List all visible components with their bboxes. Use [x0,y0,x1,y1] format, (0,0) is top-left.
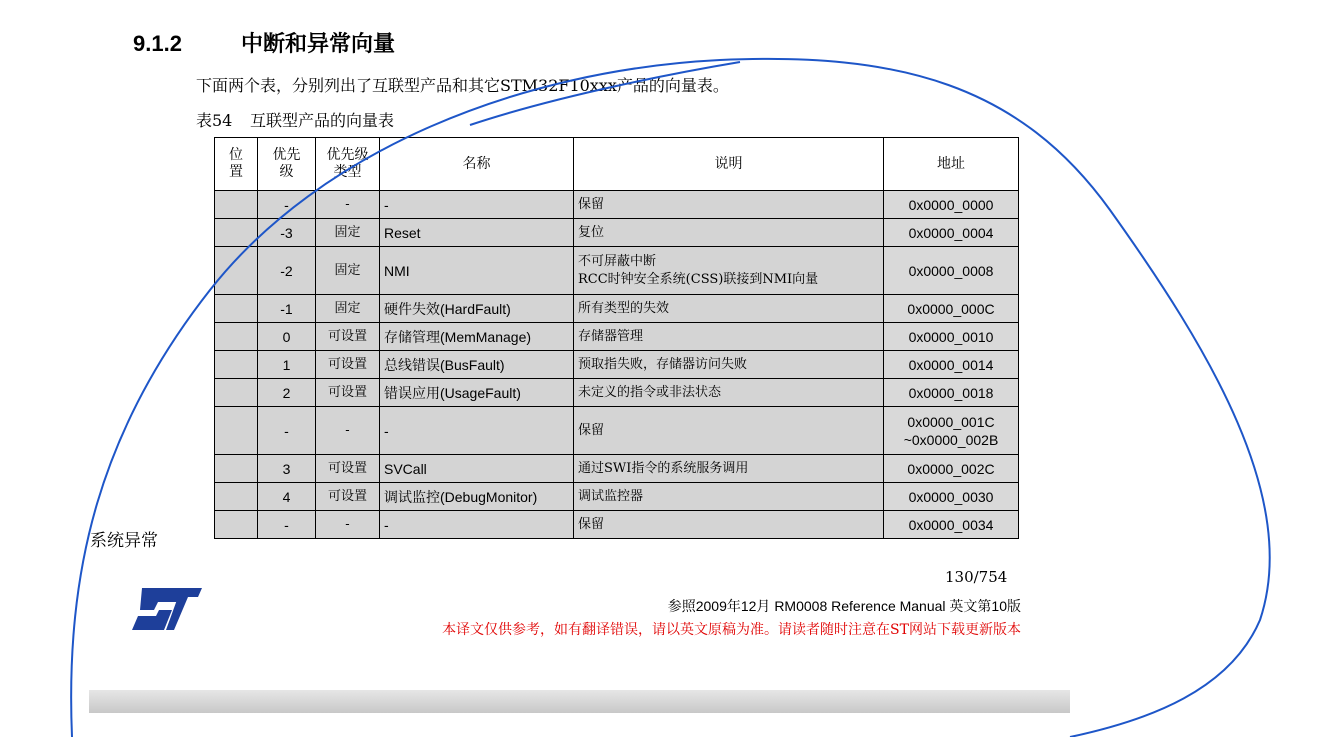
cell-priority: -3 [258,219,316,247]
table-row [215,219,1019,247]
cell-description: 存储器管理 [574,323,884,351]
cell-name: - [380,191,574,219]
st-logo [128,584,204,634]
cell-description: 调试监控器 [574,483,884,511]
section-heading [133,27,395,58]
cell-position [215,455,258,483]
cell-address: 0x0000_0010 [884,323,1019,351]
table-header-row [215,138,1019,191]
cell-name: 硬件失效(HardFault) [380,295,574,323]
section-title: 中断和异常向量 [241,31,396,56]
footer-reference: 参照2009年12月 RM0008 Reference Manual 英文第10版 [667,598,1021,614]
header-name: 名称 [380,138,574,191]
intro-paragraph: 下面两个表，分别列出了互联型产品和其它STM32F10xxx产品的向量表。 [196,76,729,95]
header-address: 地址 [884,138,1019,191]
cell-priority: 2 [258,379,316,407]
cell-priority-type: 可设置 [316,455,380,483]
cell-priority: 4 [258,483,316,511]
cell-name: NMI [380,247,574,295]
cell-position [215,483,258,511]
cell-priority: 1 [258,351,316,379]
cell-description: 通过SWI指令的系统服务调用 [574,455,884,483]
table-row [215,407,1019,455]
cell-position [215,407,258,455]
cell-priority-type: 可设置 [316,323,380,351]
cell-position [215,191,258,219]
cell-address: 0x0000_0030 [884,483,1019,511]
cell-name: 总线错误(BusFault) [380,351,574,379]
cell-address: 0x0000_0008 [884,247,1019,295]
cell-priority-type: - [316,191,380,219]
table-body [215,191,1019,539]
table-row [215,295,1019,323]
cell-priority-type: 固定 [316,295,380,323]
cell-priority: - [258,191,316,219]
header-position: 位 置 [215,138,258,191]
cell-priority-type: - [316,407,380,455]
cell-address: 0x0000_0018 [884,379,1019,407]
cell-description: 不可屏蔽中断 RCC时钟安全系统(CSS)联接到NMI向量 [574,247,884,295]
table-row [215,351,1019,379]
table-row [215,379,1019,407]
cell-description: 预取指失败，存储器访问失败 [574,351,884,379]
table-row [215,511,1019,539]
table-caption [196,108,394,131]
cell-description: 复位 [574,219,884,247]
cell-position [215,323,258,351]
cell-description: 保留 [574,407,884,455]
table-caption-label: 表54 [196,111,233,130]
table-row [215,483,1019,511]
header-priority-type: 优先级 类型 [316,138,380,191]
page-number: 130/754 [945,568,1008,586]
cell-priority-type: 可设置 [316,379,380,407]
vector-table [214,137,1019,539]
cell-priority-type: 固定 [316,247,380,295]
cell-priority-type: 可设置 [316,351,380,379]
cell-address: 0x0000_0000 [884,191,1019,219]
header-description: 说明 [574,138,884,191]
cell-description: 所有类型的失效 [574,295,884,323]
cell-priority: -2 [258,247,316,295]
cell-position [215,295,258,323]
header-priority: 优先 级 [258,138,316,191]
cell-name: - [380,407,574,455]
cell-name: 错误应用(UsageFault) [380,379,574,407]
cell-address: 0x0000_001C ~0x0000_002B [884,407,1019,455]
table-caption-text: 互联型产品的向量表 [250,111,395,130]
cell-name: - [380,511,574,539]
cell-position [215,511,258,539]
cell-priority: - [258,511,316,539]
cell-priority-type: 固定 [316,219,380,247]
cell-priority: 0 [258,323,316,351]
cell-address: 0x0000_002C [884,455,1019,483]
cell-address: 0x0000_0004 [884,219,1019,247]
cell-priority-type: 可设置 [316,483,380,511]
cell-position [215,351,258,379]
cell-name: 调试监控(DebugMonitor) [380,483,574,511]
cell-description: 保留 [574,191,884,219]
cell-name: 存储管理(MemManage) [380,323,574,351]
cell-description: 未定义的指令或非法状态 [574,379,884,407]
table-row [215,323,1019,351]
cell-position [215,379,258,407]
section-number: 9.1.2 [133,31,182,56]
cell-priority: 3 [258,455,316,483]
cell-address: 0x0000_0034 [884,511,1019,539]
cell-address: 0x0000_000C [884,295,1019,323]
cell-priority: -1 [258,295,316,323]
footer-translation-note: 本译文仅供参考，如有翻译错误，请以英文原稿为准。请读者随时注意在ST网站下载更新版本 [442,622,1021,638]
cell-address: 0x0000_0014 [884,351,1019,379]
cell-name: SVCall [380,455,574,483]
cell-description: 保留 [574,511,884,539]
cell-priority: - [258,407,316,455]
cell-position [215,247,258,295]
logo-t-shape [166,588,202,630]
cell-position [215,219,258,247]
table-row [215,191,1019,219]
cell-name: Reset [380,219,574,247]
page-bottom-bar [89,690,1070,713]
cell-priority-type: - [316,511,380,539]
table-row [215,455,1019,483]
side-annotation-label: 系统异常 [90,531,158,550]
table-row [215,247,1019,295]
